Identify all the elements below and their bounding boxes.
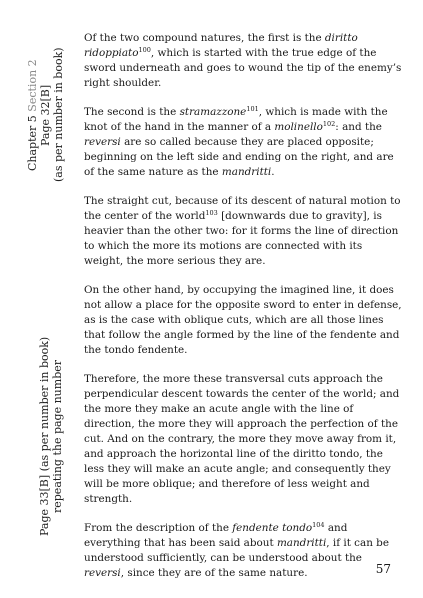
sidenote-chapter-section [26, 30, 65, 200]
text: On the other hand, by occupying the imagined line, it does not allow a place for the opposite sword to enter in defense, as is the case with oblique cuts, which are all those lines that follow the angle formed by the line of the fendente and the tondo fendente. [84, 284, 402, 356]
text: Therefore, the more these transversal cuts approach the perpendicular descent towards the center of the world; and the more they make an acute angle with the line of direction, the more they will approach the perfection of the cut. And on the contrary, the more they move away from it, and approach the horizontal line of the diritto tondo, the less they will make an acute angle; and consequently they will be more oblique; and therefore of less weight and strength. [84, 373, 400, 505]
text: Of the two compound natures, the first is the [84, 32, 325, 44]
text: : and the [335, 121, 382, 133]
italic-term: stramazzone [179, 106, 247, 118]
italic-term: diritto ridoppiato [84, 32, 358, 59]
sidenote-detail: (as per number in book) [52, 47, 65, 183]
sidenote-page-33: Page 33[B] (as per number in book) [38, 336, 51, 536]
sidenote-page-repeat [38, 336, 64, 536]
sidenote-section: Section 2 [26, 59, 39, 112]
paragraph-5 [84, 372, 402, 507]
text: The straight cut, because of its descent of natural motion to the center of the world [84, 195, 401, 222]
paragraph-2 [84, 105, 402, 180]
footnote-ref: 104 [312, 521, 325, 529]
text: , if it can be understood sufficiently, can be understood about the [84, 537, 389, 564]
sidenote-repeat: repeating the page number [51, 359, 64, 513]
text: . [271, 166, 275, 178]
italic-term: fendente tondo [232, 522, 313, 534]
page-number: 57 [375, 562, 391, 576]
italic-term: reversi [84, 136, 121, 148]
italic-term: mandritti [276, 537, 327, 549]
body-text [84, 31, 402, 595]
italic-term: molinello [274, 121, 323, 133]
text: [downwards due to gravity], is heavier than the other two: for it forms the line of direction to which the more its motions are connected with its weight, the more serious they are. [84, 210, 399, 267]
sidenote-chapter: Chapter 5 [26, 115, 39, 171]
text: From the description of the [84, 522, 233, 534]
paragraph-3 [84, 194, 402, 269]
text: , which is made with the knot of the hand in the manner of a [84, 106, 388, 133]
paragraph-4 [84, 283, 402, 358]
text: are so called because they are placed opposite; beginning on the left side and ending on the right, and are of the same nature as the [84, 136, 394, 178]
paragraph-6 [84, 521, 402, 581]
italic-term: reversi [84, 567, 121, 579]
text: , which is started with the true edge of the sword underneath and goes to wound the tip of the enemy’s right shoulder. [84, 47, 402, 89]
paragraph-1 [84, 31, 402, 91]
text: , since they are of the same nature. [120, 567, 308, 579]
footnote-ref: 100 [138, 46, 151, 54]
sidenote-page: Page 32[B] [39, 84, 52, 146]
text: and everything that has been said about [84, 522, 348, 549]
text: The second is the [84, 106, 180, 118]
footnote-ref: 103 [205, 209, 218, 217]
italic-term: mandritti [221, 166, 272, 178]
footnote-ref: 102 [322, 120, 336, 128]
footnote-ref: 101 [246, 105, 259, 113]
